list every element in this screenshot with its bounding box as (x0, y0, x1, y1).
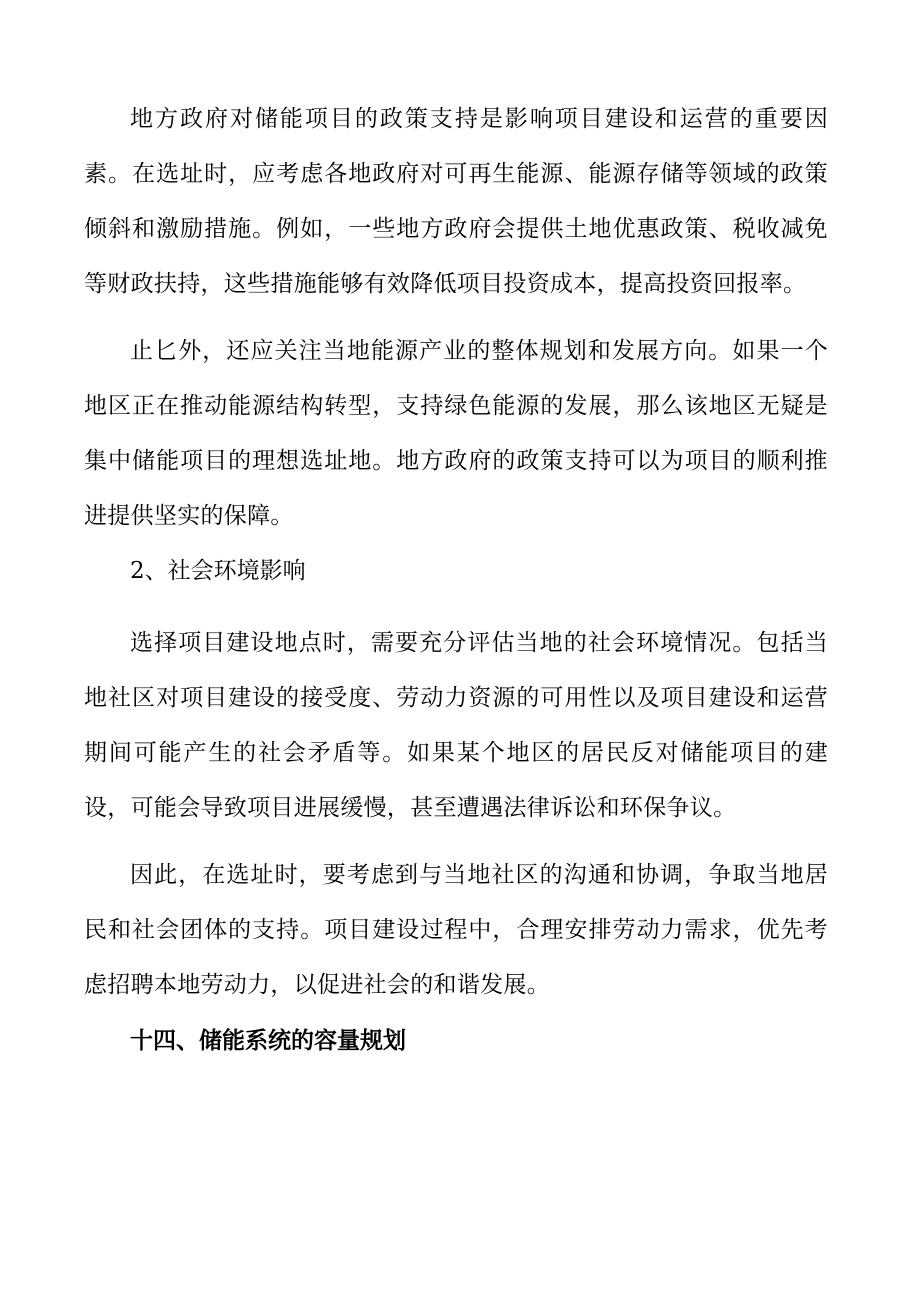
document-page (84, 92, 828, 1068)
paragraph-policy-support: 地方政府对储能项目的政策支持是影响项目建设和运营的重要因素。在选址时，应考虑各地政府对可再生能源、能源存储等领域的政策倾斜和激励措施。例如，一些地方政府会提供土地优惠政策、税收减免等财政扶持，这些措施能够有效降低项目投资成本，提高投资回报率。 (84, 106, 828, 297)
paragraph-community-coordination: 因此，在选址时，要考虑到与当地社区的沟通和协调，争取当地居民和社会团体的支持。项目建设过程中，合理安排劳动力需求，优先考虑招聘本地劳动力，以促进社会的和谐发展。 (84, 862, 828, 998)
subheading-social-environment: 2、社会环境影响 (130, 558, 306, 584)
paragraph-energy-planning: 止匕外，还应关注当地能源产业的整体规划和发展方向。如果一个地区正在推动能源结构转型，支持绿色能源的发展，那么该地区无疑是集中储能项目的理想选址地。地方政府的政策支持可以为项目的顺利推进提供坚实的保障。 (84, 338, 828, 529)
section-heading-capacity-planning: 十四、储能系统的容量规划 (130, 1027, 406, 1054)
paragraph-social-assessment: 选择项目建设地点时，需要充分评估当地的社会环境情况。包括当地社区对项目建设的接受度、劳动力资源的可用性以及项目建设和运营期间可能产生的社会矛盾等。如果某个地区的居民反对储能项目的建设，可能会导致项目进展缓慢，甚至遭遇法律诉讼和环保争议。 (84, 630, 828, 821)
